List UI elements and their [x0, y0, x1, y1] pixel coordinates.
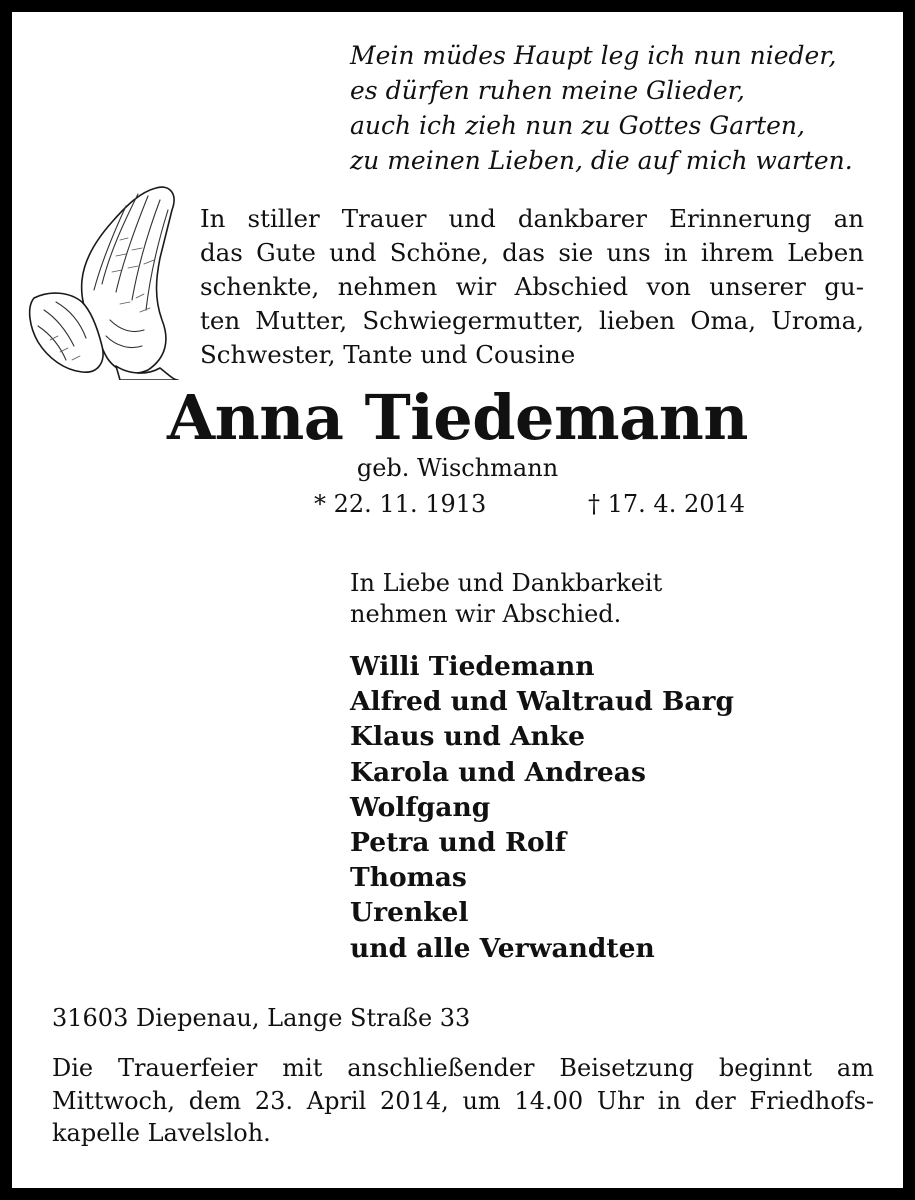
- death-date: † 17. 4. 2014: [588, 490, 746, 518]
- mourners-list: [350, 649, 734, 966]
- mourner-name: Urenkel: [350, 897, 469, 929]
- ceremony-line: Die Trauerfeier mit anschließender Beisetzung beginnt am: [52, 1054, 874, 1082]
- address: 31603 Diepenau, Lange Straße 33: [52, 1004, 471, 1032]
- mourner-name: und alle Verwandten: [350, 932, 655, 964]
- mourner-name: Klaus und Anke: [350, 721, 586, 753]
- farewell-text: [350, 568, 662, 630]
- mourner-name: Wolfgang: [350, 791, 491, 823]
- mourner-name: Petra und Rolf: [350, 827, 567, 859]
- intro-line: In stiller Trauer und dankbarer Erinnerung an: [200, 204, 864, 233]
- mourner-name: Karola und Andreas: [350, 756, 646, 788]
- ceremony-line: Mittwoch, dem 23. April 2014, um 14.00 Uhr in der Friedhofs-: [52, 1086, 874, 1115]
- ceremony-line: kapelle Lavelsloh.: [52, 1119, 271, 1147]
- mourner-name: Alfred und Waltraud Barg: [350, 686, 735, 718]
- intro-line: schenkte, nehmen wir Abschied von unserer gu-: [200, 272, 864, 301]
- intro-line: das Gute und Schöne, das sie uns in ihrem Leben: [200, 238, 864, 267]
- poem-line: auch ich zieh nun zu Gottes Garten,: [350, 111, 805, 140]
- praying-hands-icon: [20, 180, 190, 380]
- poem-line: zu meinen Lieben, die auf mich warten.: [350, 146, 853, 175]
- poem-line: es dürfen ruhen meine Glieder,: [350, 76, 745, 105]
- poem: [350, 38, 890, 178]
- ceremony-info: [52, 1052, 874, 1150]
- intro-line: ten Mutter, Schwiegermutter, lieben Oma, Uroma,: [200, 306, 864, 335]
- farewell-line: In Liebe und Dankbarkeit: [350, 569, 663, 597]
- intro-text: [200, 202, 864, 372]
- poem-line: Mein müdes Haupt leg ich nun nieder,: [350, 41, 837, 70]
- birth-date: * 22. 11. 1913: [314, 490, 487, 518]
- farewell-line: nehmen wir Abschied.: [350, 600, 622, 628]
- mourner-name: Thomas: [350, 862, 467, 894]
- deceased-name: Anna Tiedemann: [167, 381, 748, 454]
- mourner-name: Willi Tiedemann: [350, 651, 595, 682]
- intro-line: Schwester, Tante und Cousine: [200, 340, 576, 369]
- maiden-name: geb. Wischmann: [356, 454, 559, 482]
